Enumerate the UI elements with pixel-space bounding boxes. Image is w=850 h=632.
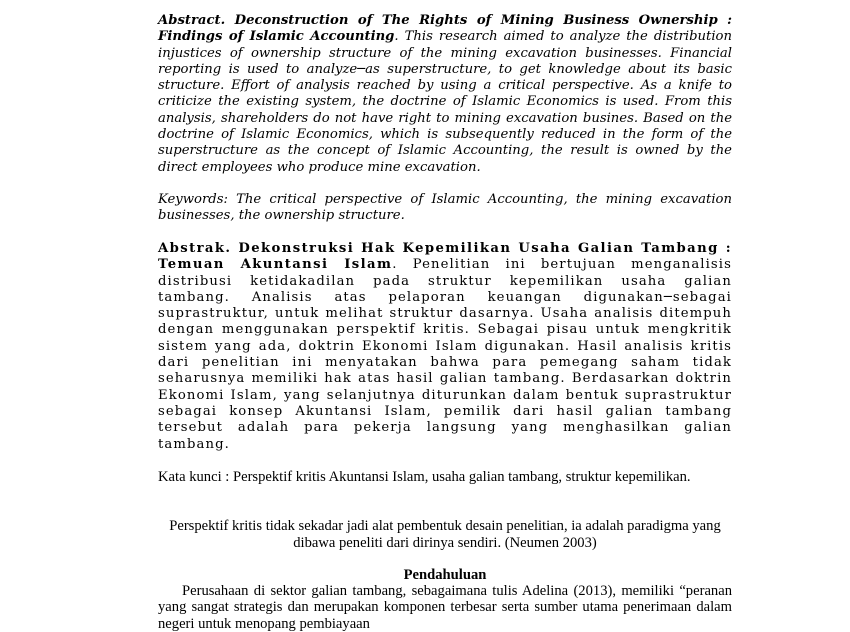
abstract-indonesian-body: . Penelitian ini bertujuan menganalisis distribusi ketidakadilan pada struktur kepemilikan usaha galian tambang. Analisis atas pelaporan keuangan digunakan─sebagai suprastruktur, untuk melihat struktur dasarnya. Usaha analisis ditempuh dengan menggunakan perspektif kritis. Sebagai pisau untuk mengkritik sistem yang ada, doktrin Ekonomi Islam digunakan. Hasil analisis kritis dari penelitian ini menyatakan bahwa para pemegang saham tidak seharusnya memiliki hak atas hasil galian tambang. Berdasarkan doktrin Ekonomi Islam, yang selanjutnya diturunkan dalam bentuk suprastruktur sebagai konsep Akuntansi Islam, pemilik dari hasil galian tambang tersebut adalah para pekerja langsung yang menghasilkan galian tambang. [158, 257, 732, 452]
abstract-english [158, 13, 732, 176]
abstract-indonesian-title: Abstrak. Dekonstruksi Hak Kepemilikan Usaha Galian Tambang : Temuan Akuntansi Islam [158, 241, 732, 273]
abstract-english-body: . This research aimed to analyze the distribution injustices of ownership structure of the mining excavation businesses. Financial reporting is used to analyze─as superstructure, to get knowledge about its basic structure. Effort of analysis reached by using a critical perspective. As a knife to criticize the existing system, the doctrine of Islamic Economics is used. From this analysis, shareholders do not have right to mining excavation busines. Based on the doctrine of Islamic Economics, which is subsequently reduced in the form of the superstructure as the concept of Islamic Accounting, the result is owned by the direct employees who produce mine excavation. [158, 29, 732, 175]
intro-paragraph: Perusahaan di sektor galian tambang, sebagaimana tulis Adelina (2013), memiliki “peranan yang sangat strategis dan merupakan komponen terbesar serta sumber utama penerimaan dalam negeri untuk menopang pembiayaan [158, 583, 732, 632]
section-heading: Pendahuluan [403, 567, 487, 583]
keywords-indonesian: Kata kunci : Perspektif kritis Akuntansi Islam, usaha galian tambang, struktur kepemilikan. [158, 469, 691, 485]
epigraph-quote: Perspektif kritis tidak sekadar jadi alat pembentuk desain penelitian, ia adalah paradigma yang dibawa peneliti dari dirinya sendiri. (Neumen 2003) [169, 518, 721, 551]
abstract-indonesian [158, 241, 732, 453]
keywords-english: Keywords: The critical perspective of Islamic Accounting, the mining excavation businesses, the ownership structure. [158, 192, 732, 224]
abstract-english-title: Abstract. Deconstruction of The Rights of Mining Business Ownership : Findings of Islamic Accounting [158, 13, 732, 45]
